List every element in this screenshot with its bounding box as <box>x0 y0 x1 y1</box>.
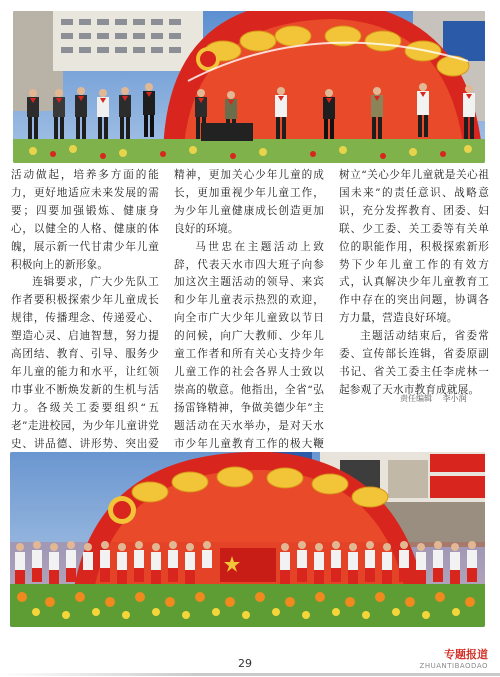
bottom-photo-scene <box>10 452 485 627</box>
paragraph: 马世忠在主题活动上致辞，代表天水市四大班子向参加这次主题活动的领导、来宾和少年儿童表示热烈的欢迎，向全市广大少年儿童致以节日的问候，向广大教师、少年儿童工作者和所有关心支持少年儿童工作的社会各界人士致以崇高的敬意。他指出，全省“弘扬雷锋精神，争做美德少年”主题活动在天水举办，是对天水市少年儿童教育工作的极大鞭 <box>174 240 324 450</box>
bottom-photo <box>10 452 485 627</box>
paragraph: 精神，更加关心少年儿童的成长，更加重视少年儿童工作，为少年儿童健康成长创造更加良好的环境。 <box>174 169 324 235</box>
article-body <box>11 167 489 450</box>
section-pinyin: ZHUANTIBAODAO <box>419 662 488 670</box>
paragraph: 主题活动结束后，省委常委、宣传部长连辑，省委原副书记、省关工委主任李虎林一起参观了天水市教育成就展。 <box>339 330 489 396</box>
editor-credit <box>400 393 467 404</box>
section-tag <box>420 646 488 670</box>
paragraph: 连辑要求，广大少先队工作者要积极探索少年儿童成长规律，传播理念、传递爱心、塑造心灵、启迪智慧，努力提高团结、教育、引导、服务少年儿童的能力和水平，让红领巾事业不断焕发新的生机与活力。各级关工委要组织“五老”走进校园，为少年儿童讲党史、讲品德、讲形势、突出爱 <box>11 276 159 450</box>
editor-name: 李小润 <box>442 394 467 403</box>
editor-label: 责任编辑 <box>400 394 432 403</box>
page-number: 29 <box>238 657 252 670</box>
paragraph: 树立“关心少年儿童就是关心祖国未来”的责任意识、战略意识，充分发挥教育、团委、妇联、少工委、关工委等有关单位的职能作用，积极探索新形势下少年儿童工作的有效方式，认真解决少年儿童教育工作中存在的突出问题，协调各方力量，营造良好环境。 <box>339 169 489 325</box>
top-photo <box>13 11 485 163</box>
text-column-3 <box>339 167 489 400</box>
section-name: 专题报道 <box>444 648 488 661</box>
paragraph: 活动做起，培养多方面的能力，更好地适应未来发展的需要；四要加强锻炼、健康身心，以健全的人格、健康的体魄，展示新一代甘肃少年儿童积极向上的新形象。 <box>11 169 159 271</box>
footer-rule <box>0 673 500 676</box>
top-photo-scene <box>13 11 485 163</box>
